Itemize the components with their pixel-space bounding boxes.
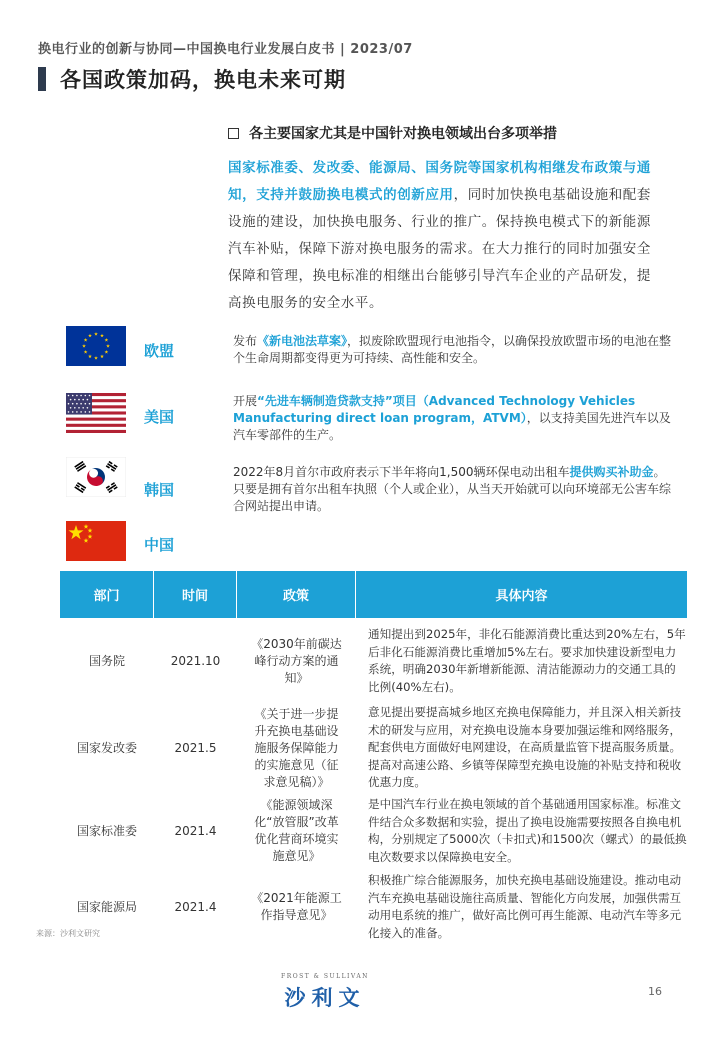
us-star xyxy=(72,395,74,397)
country-label-eu: 欧盟 xyxy=(144,342,175,360)
cell-detail: 是中国汽车行业在换电领域的首个基础通用国家标准。标准文件结合众多数据和实验，提出了换电设施需要按照各自换电机构，分别规定了5000次（卡扣式)和1500次（螺式）的最低换电次数要求以保障换电安全。 xyxy=(368,797,687,864)
section-marker xyxy=(38,67,46,91)
table-row xyxy=(60,796,687,866)
checkbox-bullet-icon xyxy=(228,128,239,139)
source-note: 来源：沙利文研究 xyxy=(36,929,100,938)
korea-flag-icon xyxy=(66,457,126,497)
cell-policy: 《2030年前碳达峰行动方案的通知》 xyxy=(251,636,342,685)
china-flag-icon xyxy=(66,521,126,561)
us-star xyxy=(68,403,70,405)
cell-time: 2021.10 xyxy=(170,653,221,668)
us-star xyxy=(76,395,78,397)
us-star xyxy=(85,411,87,413)
logo-main-text: 沙利文 xyxy=(284,986,366,1010)
us-star xyxy=(89,395,91,397)
frost-sullivan-logo xyxy=(270,973,380,1012)
us-star xyxy=(89,411,91,413)
us-star xyxy=(70,399,72,401)
page-number: 16 xyxy=(648,985,662,998)
cell-time: 2021.4 xyxy=(174,899,217,914)
header-dept: 部门 xyxy=(60,571,154,618)
bullet-heading xyxy=(228,123,557,143)
country-desc-us xyxy=(233,393,673,444)
us-star xyxy=(72,403,74,405)
table-row xyxy=(60,873,687,941)
us-star xyxy=(68,395,70,397)
table-row xyxy=(60,703,687,793)
us-star xyxy=(85,395,87,397)
us-star xyxy=(82,399,84,401)
country-label-china: 中国 xyxy=(144,536,175,554)
desc-highlight: 《新电池法草案》 xyxy=(257,334,348,348)
us-star xyxy=(78,399,80,401)
country-desc-eu xyxy=(233,333,673,367)
us-star xyxy=(68,411,70,413)
table-row xyxy=(60,621,687,701)
desc-pre: 发布 xyxy=(233,334,258,348)
us-star xyxy=(85,403,87,405)
country-label-us: 美国 xyxy=(144,408,175,426)
us-star xyxy=(82,407,84,409)
cell-policy: 《能源领域深化“放管服”改革优化营商环境实施意见》 xyxy=(254,798,339,863)
header-detail: 具体内容 xyxy=(495,589,548,604)
country-desc-korea xyxy=(233,464,673,515)
intro-paragraph xyxy=(228,155,664,317)
header-policy: 政策 xyxy=(237,571,356,618)
desc-highlight: “先进车辆制造贷款支持”项目（Advanced Technology Vehicles Manufacturing direct loan program，ATVM） xyxy=(233,394,636,425)
us-star xyxy=(70,407,72,409)
us-star xyxy=(80,395,82,397)
cell-policy: 《关于进一步提升充换电基础设施服务保障能力的实施意见（征求意见稿）》 xyxy=(254,706,339,789)
cell-detail: 意见提出要提高城乡地区充换电保障能力，并且深入相关新技术的研发与应用，对充换电设施本身要加强运维和网络服务，配套供电方面做好电网建设，在高质量监管下提高服务质量。提高对高速公路、乡镇等保障型充换电设施的补贴支持和税收优惠力度。 xyxy=(368,705,682,790)
cell-detail: 积极推广综合能源服务，加快充换电基础设施建设。推动电动汽车充换电基础设施往高质量、智能化方向发展，加强供需互动用电系统的推广，做好高比例可再生能源、电动汽车等多元化接入的准备。 xyxy=(368,873,682,940)
desc-post: ，以支持美国先进汽车以及汽车零部件的生产。 xyxy=(233,411,671,442)
section-title: 各国政策加码，换电未来可期 xyxy=(60,68,346,92)
us-star xyxy=(87,407,89,409)
cell-time: 2021.5 xyxy=(174,740,217,755)
us-star xyxy=(80,411,82,413)
us-star xyxy=(72,411,74,413)
cell-dept: 国务院 xyxy=(88,653,125,668)
bullet-heading-text: 各主要国家尤其是中国针对换电领域出台多项举措 xyxy=(249,126,557,142)
cell-time: 2021.4 xyxy=(174,823,217,838)
us-star xyxy=(87,399,89,401)
desc-pre: 开展 xyxy=(233,394,258,408)
running-header: 换电行业的创新与协同—中国换电行业发展白皮书 | 2023/07 xyxy=(38,42,413,57)
header-time: 时间 xyxy=(154,571,237,618)
us-star xyxy=(74,407,76,409)
us-star xyxy=(74,399,76,401)
cell-dept: 国家发改委 xyxy=(76,740,137,755)
cell-dept: 国家能源局 xyxy=(76,899,137,914)
table-header xyxy=(60,571,687,618)
desc-highlight: 提供购买补助金 xyxy=(569,465,654,479)
us-star xyxy=(80,403,82,405)
cell-policy: 《2021年能源工作指导意见》 xyxy=(251,891,342,922)
cell-detail: 通知提出到2025年，非化石能源消费比重达到20%左右，5年后非化石能源消费比重增加5%左右。要求加快建设新型电力系统，明确2030年新增新能源、清洁能源动力的交通工具的比例(40%左右)。 xyxy=(368,627,686,694)
country-label-korea: 韩国 xyxy=(144,481,175,499)
logo-top-text: FROST & SULLIVAN xyxy=(281,973,369,980)
us-star xyxy=(76,403,78,405)
us-star xyxy=(89,403,91,405)
cell-dept: 国家标准委 xyxy=(76,823,137,838)
intro-highlight: 国家标准委、发改委、能源局、国务院等国家机构相继发布政策与通知，支持并鼓励换电模式的创新应用 xyxy=(228,160,651,203)
us-star xyxy=(76,411,78,413)
desc-pre: 2022年8月首尔市政府表示下半年将向1,500辆环保电动出租车 xyxy=(233,465,570,479)
desc-post: 。只要是拥有首尔出租车执照（个人或企业），从当天开始就可以向环境部无公害车综合网站提出申请。 xyxy=(233,465,672,513)
us-flag-icon xyxy=(66,393,126,433)
desc-post: ，拟废除欧盟现行电池指令，以确保投放欧盟市场的电池在整个生命周期都变得更为可持续、高性能和安全。 xyxy=(233,334,672,365)
eu-flag-icon xyxy=(66,326,126,366)
us-star xyxy=(78,407,80,409)
intro-body: ，同时加快换电基础设施和配套设施的建设，加快换电服务、行业的推广。保持换电模式下的新能源汽车补贴，保障下游对换电服务的需求。在大力推行的同时加强安全保障和管理，换电标准的相继出台能够引导汽车企业的产品研发，提高换电服务的安全水平。 xyxy=(228,187,652,311)
